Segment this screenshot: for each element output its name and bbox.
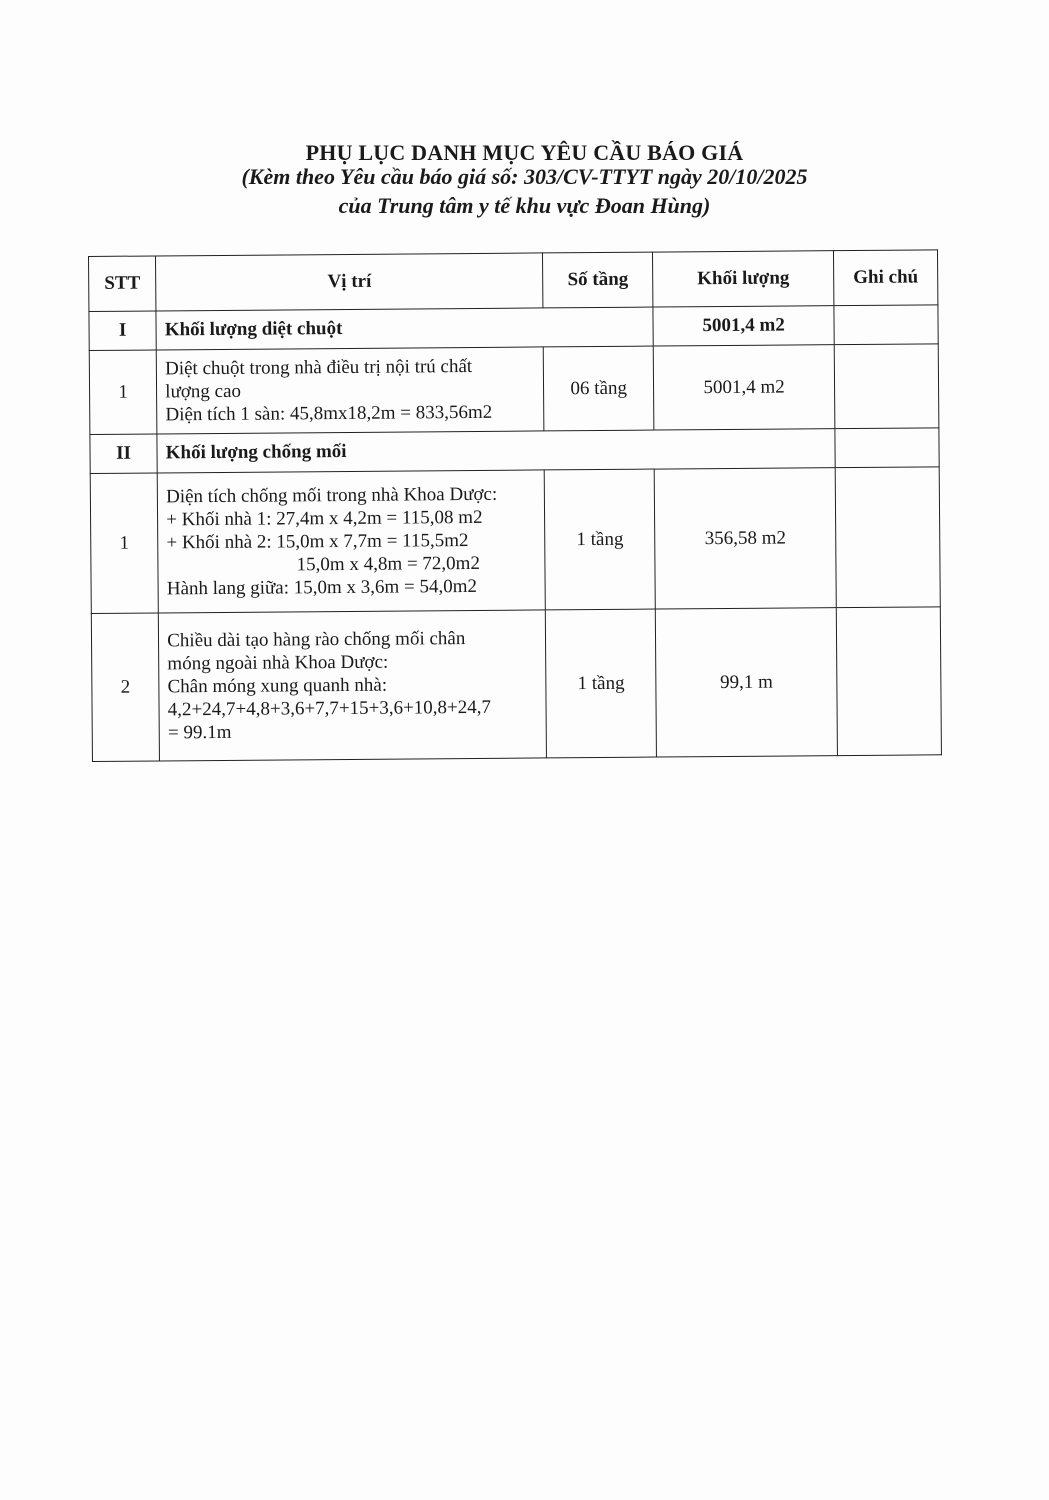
description-line: Hành lang giữa: 15,0m x 3,6m = 54,0m2 — [166, 575, 478, 600]
item-khoi-luong: 5001,4 m2 — [653, 345, 835, 430]
item-stt: 1 — [89, 350, 157, 435]
description-line: 15,0m x 4,8m = 72,0m2 — [296, 552, 481, 576]
document-subtitle-line2: của Trung tâm y tế khu vực Đoan Hùng) — [338, 193, 711, 218]
table-header-row — [89, 250, 938, 312]
section-row-2 — [90, 428, 939, 474]
item-so-tang: 06 tầng — [544, 346, 654, 431]
table-row — [89, 344, 939, 435]
item-stt: 2 — [91, 613, 159, 762]
table-row — [91, 607, 941, 762]
item-description — [158, 610, 546, 761]
item-khoi-luong: 356,58 m2 — [654, 468, 836, 609]
description-line: Diệt chuột trong nhà điều trị nội trú chất — [164, 355, 473, 380]
document-title: PHỤ LỤC DANH MỤC YÊU CẦU BÁO GIÁ — [305, 140, 744, 165]
item-ghi-chu — [835, 467, 940, 608]
section-2-label: Khối lượng chống mối — [157, 429, 835, 473]
description-line: lượng cao — [165, 380, 242, 403]
header-vi-tri: Vị trí — [156, 253, 544, 311]
description-line: + Khối nhà 1: 27,4m x 4,2m = 115,08 m2 — [166, 506, 483, 531]
description-line: Diện tích chống mối trong nhà Khoa Dược: — [165, 483, 498, 508]
header-khoi-luong: Khối lượng — [653, 251, 834, 307]
item-description — [157, 470, 545, 613]
header-so-tang: Số tầng — [543, 252, 653, 308]
item-ghi-chu — [836, 607, 941, 756]
header-ghi-chu: Ghi chú — [834, 250, 938, 306]
item-description — [156, 347, 544, 434]
description-line: Chiều dài tạo hàng rào chống mối chân — [167, 628, 466, 652]
section-1-stt: I — [89, 311, 156, 351]
description-line: Diện tích 1 sàn: 45,8mx18,2m = 833,56m2 — [165, 401, 493, 426]
item-stt: 1 — [90, 473, 158, 614]
section-2-stt: II — [90, 434, 157, 474]
quotation-table — [88, 249, 942, 762]
table-row — [90, 467, 940, 614]
section-1-note — [834, 305, 938, 345]
description-line: + Khối nhà 2: 15,0m x 7,7m = 115,5m2 — [166, 530, 469, 554]
section-1-total: 5001,4 m2 — [653, 306, 834, 346]
description-line: 4,2+24,7+4,8+3,6+7,7+15+3,6+10,8+24,7 — [167, 696, 492, 721]
description-line: Chân móng xung quanh nhà: — [167, 674, 388, 698]
section-2-note — [835, 428, 939, 468]
item-ghi-chu — [834, 344, 939, 429]
description-line: = 99.1m — [167, 721, 232, 744]
item-so-tang: 1 tầng — [546, 609, 657, 758]
item-so-tang: 1 tầng — [544, 469, 655, 610]
header-stt: STT — [89, 256, 157, 312]
document-subtitle-line1: (Kèm theo Yêu cầu báo giá số: 303/CV-TTYT ngày 20/10/2025 — [241, 164, 808, 189]
item-khoi-luong: 99,1 m — [655, 608, 837, 757]
section-1-label: Khối lượng diệt chuột — [156, 307, 653, 350]
section-row-1 — [89, 305, 938, 351]
description-line: móng ngoài nhà Khoa Dược: — [167, 651, 389, 675]
